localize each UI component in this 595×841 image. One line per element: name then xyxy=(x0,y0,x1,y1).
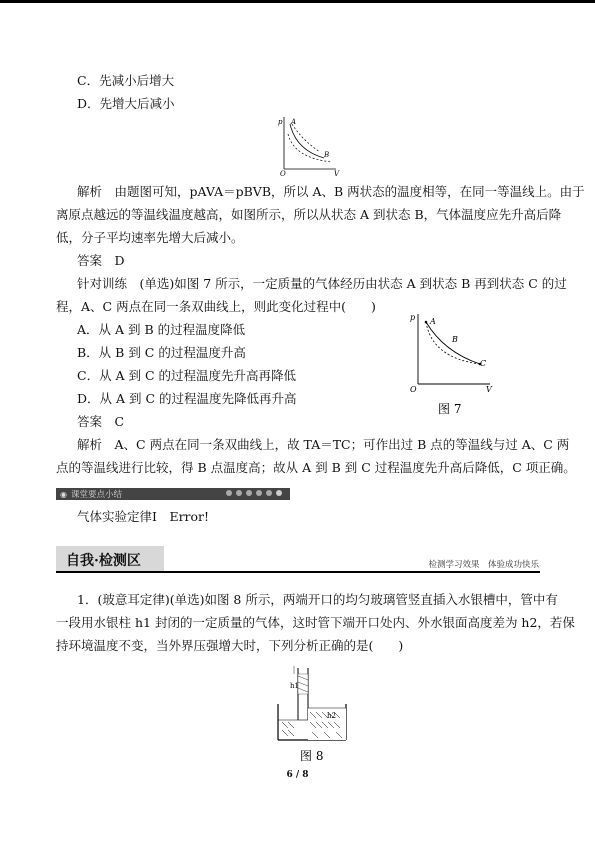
fig8-label-h1: h1 xyxy=(290,682,299,690)
section-right-text: 检测学习效果 体验成功快乐 xyxy=(428,560,539,570)
option-d-top: D．先增大后减小 xyxy=(77,96,175,111)
training-option-a: A．从 A 到 B 的过程温度降低 xyxy=(77,322,246,337)
analysis1-line1: 解析 由题图可知，pAVA＝pBVB，所以 A、B 两状态的温度相等，在同一等温线上。由于 xyxy=(77,184,585,199)
answer2: 答案 C xyxy=(77,414,125,429)
fig7-label-v: V xyxy=(486,385,492,394)
q1-line3: 持环境温度不变，当外界压强增大时，下列分析正确的是( ) xyxy=(56,638,404,653)
fig-top-label-v: V xyxy=(334,170,340,176)
top-rule xyxy=(0,0,595,3)
training-option-c: C．从 A 到 C 的过程温度先升高再降低 xyxy=(77,368,297,383)
fig-top-label-p: p xyxy=(278,118,283,126)
answer1: 答案 D xyxy=(77,253,125,268)
pv-diagram-top xyxy=(272,114,342,176)
fig-top-label-o: O xyxy=(280,170,286,176)
analysis1-line2: 离原点越远的等温线温度越高，如图所示，所以从状态 A 到状态 B，气体温度应先升高后降 xyxy=(56,207,562,222)
analysis1-line3: 低，分子平均速率先增大后减小。 xyxy=(56,230,244,245)
fig-top-label-a: A xyxy=(291,118,297,126)
analysis2-line1: 解析 A、C 两点在同一条双曲线上，故 TA＝TC；可作出过 B 点的等温线与过 A、C 两 xyxy=(77,437,570,452)
pv-diagram-fig7 xyxy=(404,308,496,420)
summary-bar xyxy=(56,488,290,500)
fig8-caption: 图 8 xyxy=(300,749,324,762)
fig7-label-o: O xyxy=(410,385,417,394)
page-number: 6 / 8 xyxy=(286,770,309,780)
q1-line2: 一段用水银柱 h1 封闭的一定质量的气体，这时管下端开口处内、外水银面高度差为 h2，若保 xyxy=(56,615,575,630)
fig7-label-c: C xyxy=(480,359,487,368)
q1-line1: 1．(玻意耳定律)(单选)如图 8 所示，两端开口的均匀玻璃管竖直插入水银槽中，管中有 xyxy=(77,592,558,607)
option-c-top: C．先减小后增大 xyxy=(77,73,175,88)
training-option-d: D．从 A 到 C 的过程温度先降低再升高 xyxy=(77,391,297,406)
fig8-label-h2: h2 xyxy=(327,712,336,720)
circle-icon: ◉ xyxy=(60,489,67,499)
training-line1: 针对训练 (单选)如图 7 所示，一定质量的气体经历由状态 A 到状态 B 再到状态 C 的过 xyxy=(77,276,567,291)
training-line2: 程，A、C 两点在同一条双曲线上，则此变化过程中( ) xyxy=(56,299,376,314)
gas-law-line: 气体实验定律Ⅰ Error! xyxy=(77,509,210,524)
analysis2-line2: 点的等温线进行比较，得 B 点温度高；故从 A 到 B 到 C 过程温度先升高后降低，C 项正确。 xyxy=(56,460,576,475)
training-option-b: B．从 B 到 C 的过程温度升高 xyxy=(77,345,246,360)
fig7-caption: 图 7 xyxy=(438,402,462,416)
section-title: 自我·检测区 xyxy=(66,553,141,569)
summary-bar-label: 课堂要点小结 xyxy=(70,490,122,500)
fig-top-label-b: B xyxy=(324,151,330,159)
fig7-label-p: p xyxy=(410,313,416,322)
fig7-label-b: B xyxy=(452,335,458,344)
fig7-label-a: A xyxy=(430,317,436,326)
tube-diagram-fig8 xyxy=(272,662,352,762)
